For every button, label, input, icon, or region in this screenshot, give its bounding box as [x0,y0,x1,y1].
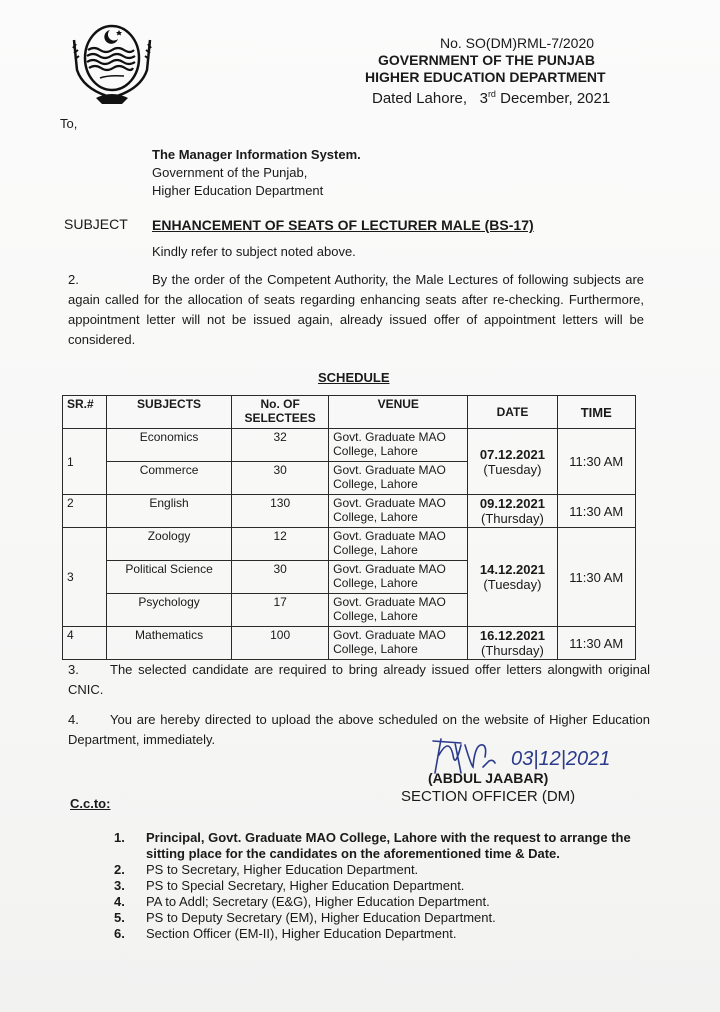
cell-time: 11:30 AM [557,528,635,627]
header-subjects: SUBJECTS [106,396,231,429]
day-value: (Thursday) [481,643,544,658]
table-row [63,495,636,528]
signatory-name: (ABDUL JAABAR) [428,770,549,786]
signatory-title: SECTION OFFICER (DM) [401,788,576,805]
table-row [63,528,636,561]
cc-item-number: 3. [114,878,125,893]
cell-sr: 1 [63,429,107,495]
cell-subject: English [106,495,231,528]
cc-item-text: Section Officer (EM-II), Higher Education Department. [146,926,457,941]
cell-subject: Commerce [106,462,231,495]
subject-label: SUBJECT [64,216,128,232]
cc-item-text: PS to Special Secretary, Higher Education Department. [146,878,465,893]
cell-selectees: 17 [232,594,329,627]
paragraph-2-text: By the order of the Competent Authority, the Male Lectures of following subjects are again called for the allocation of seats regarding enhancing seats after re-checking. Furthermore, appointment letter will not be issued again, already issued offer of appointment letters will be considered. [68,272,644,347]
cell-selectees: 130 [232,495,329,528]
paragraph-3-number: 3. [68,662,79,677]
recipient-address [152,146,361,200]
recipient-line-3: Higher Education Department [152,183,324,198]
cell-subject: Psychology [106,594,231,627]
cc-list-item [114,862,654,878]
cc-list-item [114,894,654,910]
punjab-emblem-icon [66,18,158,110]
cell-selectees: 100 [232,627,329,660]
government-name: GOVERNMENT OF THE PUNJAB [378,52,596,68]
schedule-table [62,395,636,660]
cell-date [468,429,557,495]
paragraph-4-text: You are hereby directed to upload the above scheduled on the website of Higher Education Department, immediately. [68,712,650,747]
date-value: 14.12.2021 [479,562,545,577]
cc-list-item [114,830,654,862]
date-value: 16.12.2021 [479,628,545,643]
cell-subject: Mathematics [106,627,231,660]
paragraph-2 [68,270,644,350]
cell-selectees: 30 [232,462,329,495]
recipient-line-1: The Manager Information System. [152,147,361,162]
dated-month-year: December, 2021 [500,90,611,107]
cc-item-number: 4. [114,894,125,909]
cell-venue: Govt. Graduate MAO College, Lahore [329,528,468,561]
header-sr: SR.# [63,396,107,429]
cell-venue: Govt. Graduate MAO College, Lahore [329,627,468,660]
cell-time: 11:30 AM [557,495,635,528]
cell-venue: Govt. Graduate MAO College, Lahore [329,495,468,528]
cc-item-number: 2. [114,862,125,877]
department-name: HIGHER EDUCATION DEPARTMENT [365,69,606,85]
cc-item-text: Principal, Govt. Graduate MAO College, Lahore with the request to arrange the sitting place for the candidates on the aforementioned time & Date. [146,830,631,861]
cc-list-item [114,878,654,894]
table-row [63,429,636,462]
cell-venue: Govt. Graduate MAO College, Lahore [329,561,468,594]
dated-ordinal: rd [487,89,496,99]
reference-number: No. SO(DM)RML-7/2020 [440,35,595,51]
day-value: (Thursday) [481,511,544,526]
letter-date [372,85,610,108]
day-value: (Tuesday) [483,577,542,592]
paragraph-3-text: The selected candidate are required to bring already issued offer letters alongwith original CNIC. [68,662,650,697]
subject-title: ENHANCEMENT OF SEATS OF LECTURER MALE (BS-17) [152,217,534,233]
cc-item-text: PS to Deputy Secretary (EM), Higher Education Department. [146,910,496,925]
recipient-line-2: Government of the Punjab, [152,165,308,180]
cell-time: 11:30 AM [557,429,635,495]
cell-sr: 4 [63,627,107,660]
cell-time: 11:30 AM [557,627,635,660]
header-venue: VENUE [329,396,468,429]
cell-sr: 2 [63,495,107,528]
dated-prefix: Dated Lahore, [372,90,468,107]
cc-item-number: 5. [114,910,125,925]
signature-date: 03|12|2021 [511,748,611,770]
cc-item-number: 1. [114,830,125,845]
header-time: TIME [557,396,635,429]
header-selectees: No. OF SELECTEES [232,396,329,429]
paragraph-3 [68,660,650,700]
table-row [63,627,636,660]
cc-list [114,830,654,942]
cell-selectees: 32 [232,429,329,462]
cell-subject: Economics [106,429,231,462]
schedule-title: SCHEDULE [318,370,390,385]
cell-venue: Govt. Graduate MAO College, Lahore [329,429,468,462]
cell-subject: Zoology [106,528,231,561]
cc-list-item [114,910,654,926]
date-value: 09.12.2021 [479,496,545,511]
cell-date [468,495,557,528]
paragraph-2-number: 2. [68,272,79,287]
schedule-header-row [63,396,636,429]
cell-date [468,528,557,627]
cc-list-item [114,926,654,942]
cell-selectees: 12 [232,528,329,561]
day-value: (Tuesday) [483,461,542,477]
cc-label: C.c.to: [70,796,111,811]
cell-date [468,627,557,660]
cell-selectees: 30 [232,561,329,594]
kindly-refer-text: Kindly refer to subject noted above. [152,244,356,259]
cc-item-number: 6. [114,926,125,941]
to-label: To, [60,116,78,131]
date-value: 07.12.2021 [479,446,545,462]
paragraph-4-number: 4. [68,712,79,727]
cc-item-text: PA to Addl; Secretary (E&G), Higher Education Department. [146,894,490,909]
dated-day: 3 [479,90,488,107]
cell-subject: Political Science [106,561,231,594]
cell-sr: 3 [63,528,107,627]
header-date: DATE [468,396,557,429]
cc-item-text: PS to Secretary, Higher Education Department. [146,862,419,877]
cell-venue: Govt. Graduate MAO College, Lahore [329,462,468,495]
cell-venue: Govt. Graduate MAO College, Lahore [329,594,468,627]
